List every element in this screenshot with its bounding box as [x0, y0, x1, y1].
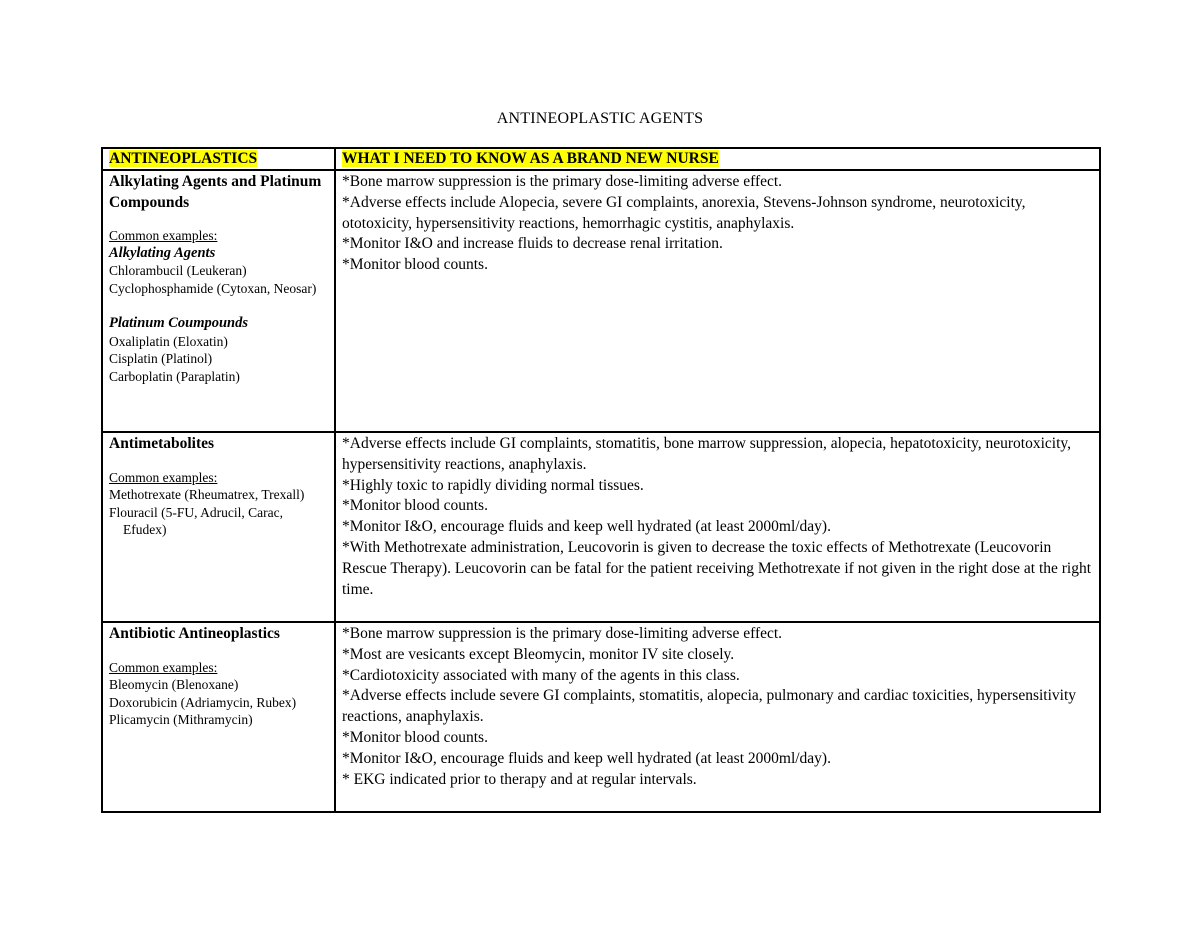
nursing-notes: [342, 624, 1093, 790]
document-title: ANTINEOPLASTIC AGENTS: [496, 110, 704, 127]
note-line: *Cardiotoxicity associated with many of the agents in this class.: [342, 666, 740, 684]
drug-name: Cisplatin (Platinol): [109, 351, 213, 366]
class-name: Antibiotic Antineoplastics: [109, 625, 280, 642]
drug-name: Plicamycin (Mithramycin): [109, 712, 253, 727]
examples-list: [109, 469, 328, 539]
drug-name: Carboplatin (Paraplatin): [109, 368, 240, 384]
examples-list: [109, 659, 328, 729]
subgroup-title: Platinum Coumpounds: [109, 315, 249, 331]
examples-label: Common examples:: [109, 659, 218, 675]
note-line: * EKG indicated prior to therapy and at regular intervals.: [342, 770, 697, 788]
header-cell-antineoplastics: [102, 148, 335, 170]
drug-class-cell: [102, 170, 335, 432]
nursing-notes-cell: [335, 170, 1100, 432]
note-line: *Monitor I&O, encourage fluids and keep well hydrated (at least 2000ml/day).: [342, 518, 831, 536]
nursing-notes-cell: [335, 622, 1100, 812]
note-line: *Adverse effects include GI complaints, stomatitis, bone marrow suppression, alopecia, hepatotoxicity, neurotoxicity, hypersensitivity reactions, anaphylaxis.: [342, 435, 1072, 473]
header-cell-need-to-know: [335, 148, 1100, 170]
note-line: *Adverse effects include Alopecia, severe GI complaints, anorexia, Stevens-Johnson syndrome, neurotoxicity, ototoxicity, hypersensitivity reactions, hemorrhagic cystitis, anaphylaxis.: [342, 193, 1026, 232]
drug-name: Chlorambucil (Leukeran): [109, 263, 247, 278]
note-line: *Monitor blood counts.: [342, 497, 488, 515]
note-line: *Highly toxic to rapidly dividing normal tissues.: [342, 476, 644, 494]
nursing-notes: [342, 172, 1093, 276]
note-line: *Monitor blood counts.: [342, 728, 488, 746]
drug-name: Doxorubicin (Adriamycin, Rubex): [109, 694, 297, 710]
drug-name: Oxaliplatin (Eloxatin): [109, 333, 228, 349]
note-line: *Most are vesicants except Bleomycin, monitor IV site closely.: [342, 645, 735, 663]
note-line: *Monitor I&O, encourage fluids and keep well hydrated (at least 2000ml/day).: [342, 749, 831, 767]
header-need-to-know: WHAT I NEED TO KNOW AS A BRAND NEW NURSE: [342, 150, 719, 167]
drug-name: Methotrexate (Rheumatrex, Trexall): [109, 487, 305, 502]
class-name: Antimetabolites: [109, 435, 215, 452]
note-line: *Bone marrow suppression is the primary dose-limiting adverse effect.: [342, 625, 783, 642]
note-line: *Monitor I&O and increase fluids to decrease renal irritation.: [342, 235, 723, 253]
note-line: *With Methotrexate administration, Leucovorin is given to decrease the toxic effects of Methotrexate (Leucovorin Rescue Therapy). Leucovorin can be fatal for the patient receiving Methotrexate if not given in the right dose at the right time.: [342, 538, 1092, 598]
table-row: [102, 622, 1100, 812]
examples-list: [109, 227, 328, 385]
drug-name: Flouracil (5-FU, Adrucil, Carac, Efudex): [109, 504, 283, 537]
header-antineoplastics: ANTINEOPLASTICS: [109, 150, 258, 167]
spacer: [109, 297, 328, 315]
nursing-notes-cell: [335, 432, 1100, 622]
examples-label: Common examples:: [109, 228, 218, 243]
table-row: [102, 432, 1100, 622]
class-name: Alkylating Agents and Platinum Compounds: [109, 173, 322, 211]
nursing-notes: [342, 434, 1093, 600]
drug-class-cell: [102, 432, 335, 622]
drug-name: Cyclophosphamide (Cytoxan, Neosar): [109, 280, 317, 296]
table-header-row: [102, 148, 1100, 170]
subgroup-title: Alkylating Agents: [109, 244, 216, 261]
drug-class-cell: [102, 622, 335, 812]
table-row: [102, 170, 1100, 432]
note-line: *Adverse effects include severe GI complaints, stomatitis, alopecia, pulmonary and cardiac toxicities, hypersensitivity reactions, anaphylaxis.: [342, 687, 1077, 726]
examples-label: Common examples:: [109, 469, 218, 485]
note-line: *Monitor blood counts.: [342, 256, 488, 274]
note-line: *Bone marrow suppression is the primary dose-limiting adverse effect.: [342, 173, 783, 190]
drug-name: Bleomycin (Blenoxane): [109, 677, 239, 692]
antineoplastics-table: [101, 147, 1101, 813]
